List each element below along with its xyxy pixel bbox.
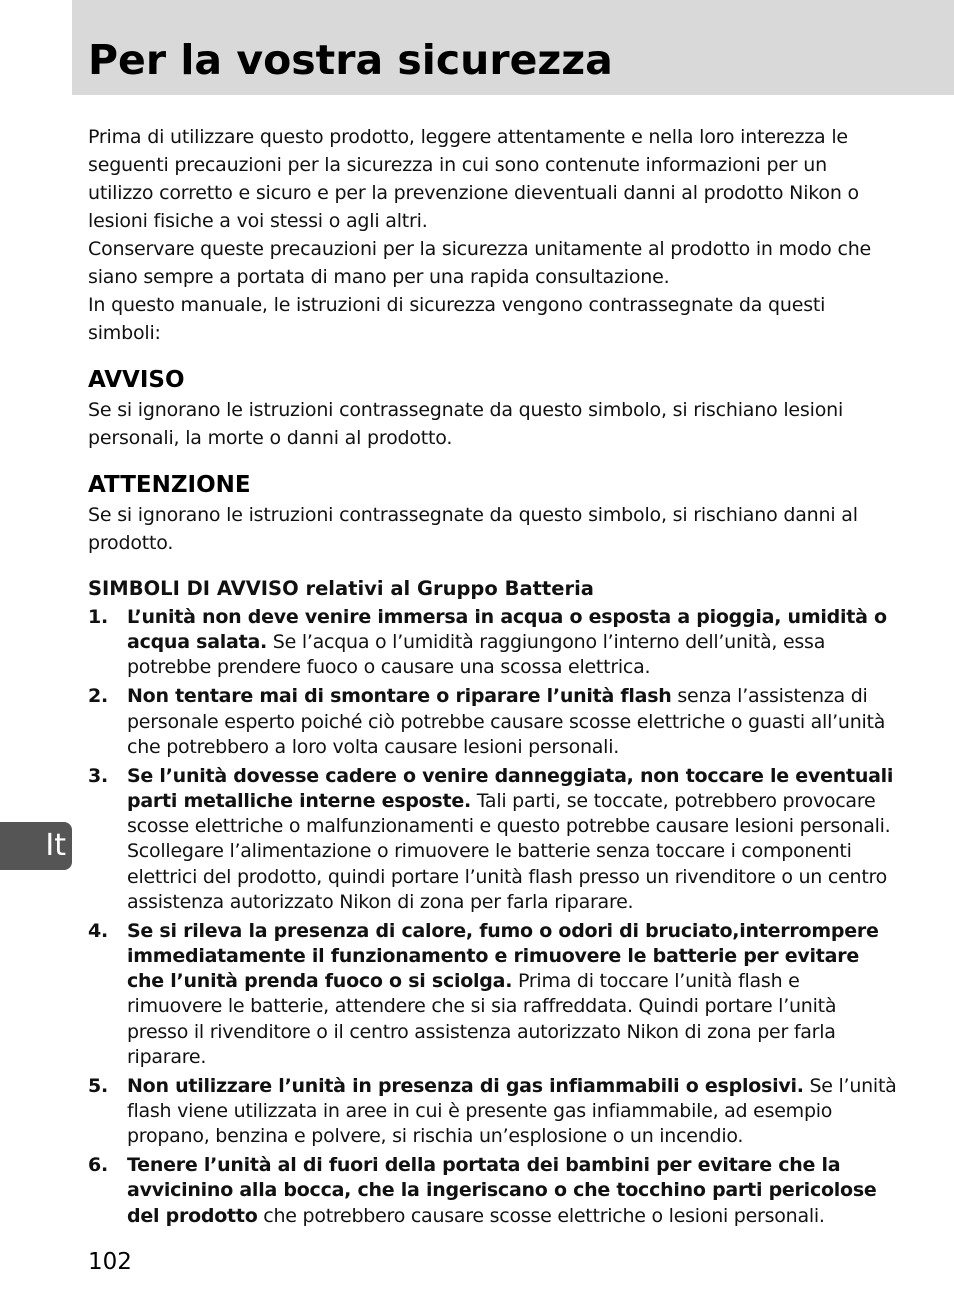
battery-warnings-list (88, 605, 898, 1229)
avviso-text: Se si ignorano le istruzioni contrassegnate da questo simbolo, si rischiano lesioni personali, la morte o danni al prodotto. (88, 399, 844, 449)
item-text: Se l’unità flash viene utilizzata in aree in cui è presente gas infiammabile, ad esempio propano, benzina e polvere, si rischia un’esplosione o un incendio. (127, 1074, 897, 1148)
list-item (88, 684, 898, 760)
attenzione-text: Se si ignorano le istruzioni contrassegnate da questo simbolo, si rischiano danni al prodotto. (88, 504, 858, 554)
list-item (88, 764, 898, 915)
item-bold-text: Non tentare mai di smontare o riparare l’unità flash (127, 685, 672, 708)
item-bold-text: Se si rileva la presenza di calore, fumo o odori di bruciato,interrompere immediatamente il funzionamento e rimuovere le batterie per evitare che l’unità prenda fuoco o si sciolga. (127, 919, 879, 993)
item-text: senza l’assistenza di personale esperto poiché ciò potrebbe causare scosse elettriche o guasti all’unità che potrebbero a loro volta causare lesioni personali. (127, 685, 886, 758)
attenzione-heading: ATTENZIONE (88, 472, 251, 498)
item-bold-text: Tenere l’unità al di fuori della portata dei bambini per evitare che la avvicinino alla bocca, che la ingeriscano o che tocchino parti pericolose del prodotto (127, 1154, 877, 1227)
intro-paragraph: Prima di utilizzare questo prodotto, leggere attentamente e nella loro interezza le seguenti precauzioni per la sicurezza in cui sono contenute informazioni per un utilizzo corretto e sicuro e per la prevenzione dieventuali danni al prodotto Nikon o lesioni fisiche a voi stessi o agli altri. (88, 126, 859, 232)
item-bold-text: Se l’unità dovesse cadere o venire danneggiata, non toccare le eventuali parti metalliche interne esposte. (127, 764, 894, 813)
item-number: 1. (88, 606, 108, 628)
item-number: 6. (88, 1154, 108, 1177)
intro-paragraph: Conservare queste precauzioni per la sicurezza unitamente al prodotto in modo che siano sempre a portata di mano per una rapida consultazione. (88, 238, 872, 288)
intro-paragraph: In questo manuale, le istruzioni di sicurezza vengono contrassegnate da questi simboli: (88, 294, 826, 344)
avviso-heading: AVVISO (88, 367, 185, 393)
main-content (88, 123, 898, 1233)
item-bold-text: L’unità non deve venire immersa in acqua o esposta a pioggia, umidità o acqua salata. (127, 606, 887, 654)
page-title: Per la vostra sicurezza (88, 36, 613, 84)
item-text: che potrebbero causare scosse elettriche o lesioni personali. (257, 1204, 825, 1227)
language-tab: It (0, 822, 72, 870)
list-item (88, 919, 898, 1070)
page-number: 102 (88, 1249, 132, 1275)
item-number: 2. (88, 685, 108, 708)
item-number: 4. (88, 919, 108, 942)
title-band (72, 0, 954, 95)
list-item (88, 605, 898, 681)
item-text: Se l’acqua o l’umidità raggiungono l’interno dell’unità, essa potrebbe prendere fuoco o causare una scossa elettrica. (127, 631, 826, 679)
intro-section (88, 123, 898, 347)
battery-warnings-heading: SIMBOLI DI AVVISO relativi al Gruppo Batteria (88, 577, 594, 600)
item-bold-text: Non utilizzare l’unità in presenza di gas infiammabili o esplosivi. (127, 1074, 804, 1097)
item-text: Prima di toccare l’unità flash e rimuovere le batterie, attendere che si sia raffreddata. Quindi portare l’unità presso il rivenditore o il centro assistenza autorizzato Nikon di zona per farla riparare. (127, 970, 837, 1068)
list-item (88, 1074, 898, 1150)
item-text: Tali parti, se toccate, potrebbero provocare scosse elettriche o malfunzionamenti e questo potrebbe causare lesioni personali. Scollegare l’alimentazione o rimuovere le batterie senza toccare i componenti elettrici del prodotto, quindi portare l’unità flash presso un rivenditore o un centro assistenza autorizzato Nikon di zona per farla riparare. (127, 790, 891, 913)
item-number: 3. (88, 764, 108, 787)
list-item (88, 1153, 898, 1229)
item-number: 5. (88, 1074, 108, 1097)
